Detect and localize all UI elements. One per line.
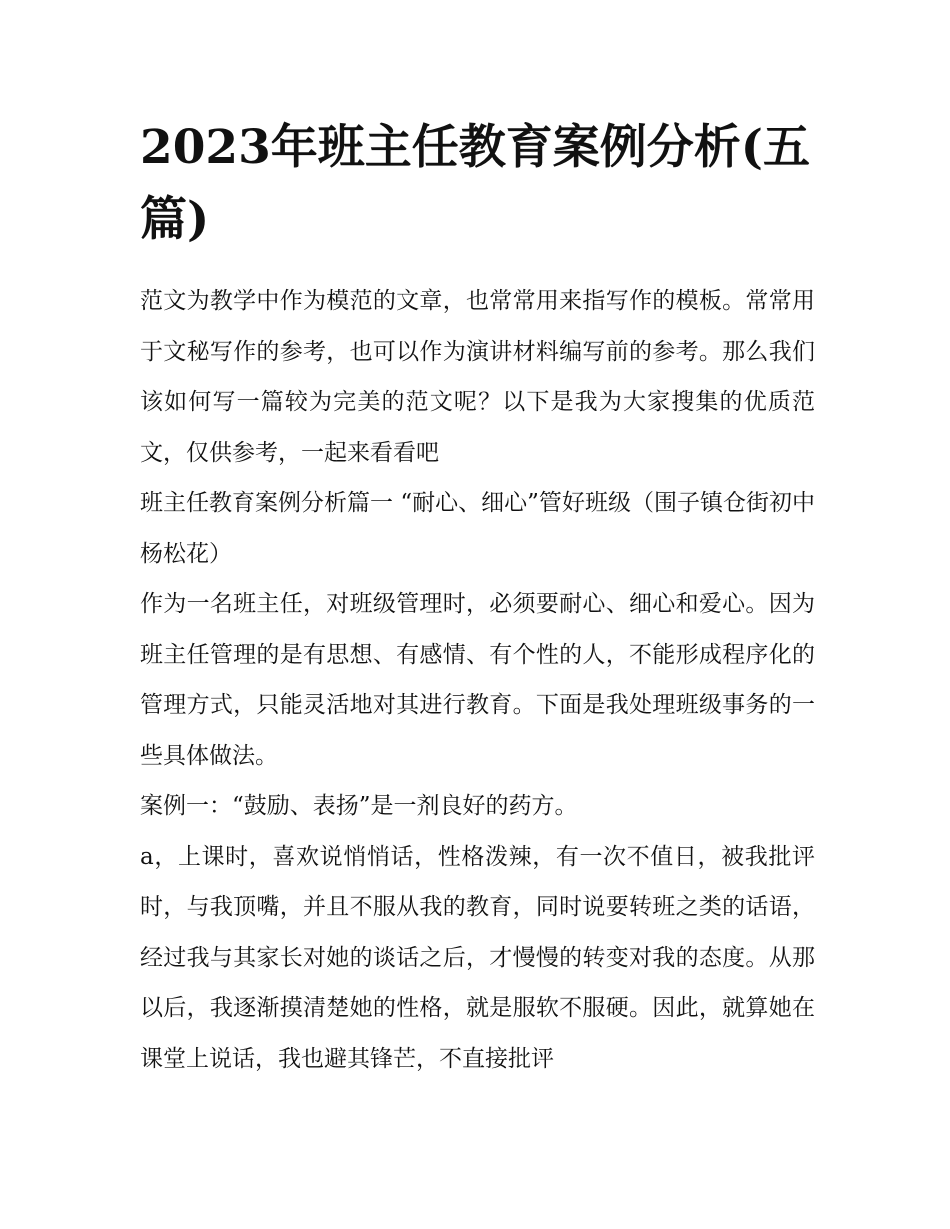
body-paragraph: 作为一名班主任，对班级管理时，必须要耐心、细心和爱心。因为班主任管理的是有思想、有感情、有个性的人，不能形成程序化的管理方式，只能灵活地对其进行教育。下面是我处理班级事务的一些具体做法。 <box>140 591 815 769</box>
intro-paragraph: 范文为教学中作为模范的文章，也常常用来指写作的模板。常常用于文秘写作的参考，也可以作为演讲材料编写前的参考。那么我们该如何写一篇较为完美的范文呢？以下是我为大家搜集的优质范文，仅供参考，一起来看看吧 <box>140 288 815 466</box>
document-body <box>140 112 815 1084</box>
body-paragraph: a，上课时，喜欢说悄悄话，性格泼辣，有一次不值日，被我批评时，与我顶嘴，并且不服从我的教育，同时说要转班之类的话语，经过我与其家长对她的谈话之后，才慢慢的转变对我的态度。从那以后，我逐渐摸清楚她的性格，就是服软不服硬。因此，就算她在课堂上说话，我也避其锋芒，不直接批评 <box>140 843 815 1072</box>
document-title: 2023年班主任教育案例分析(五篇) <box>140 120 811 247</box>
section-heading: 班主任教育案例分析篇一 “耐心、细心”管好班级（围子镇仓街初中杨松花） <box>140 490 815 567</box>
case-heading: 案例一：“鼓励、表扬”是一剂良好的药方。 <box>140 793 578 819</box>
